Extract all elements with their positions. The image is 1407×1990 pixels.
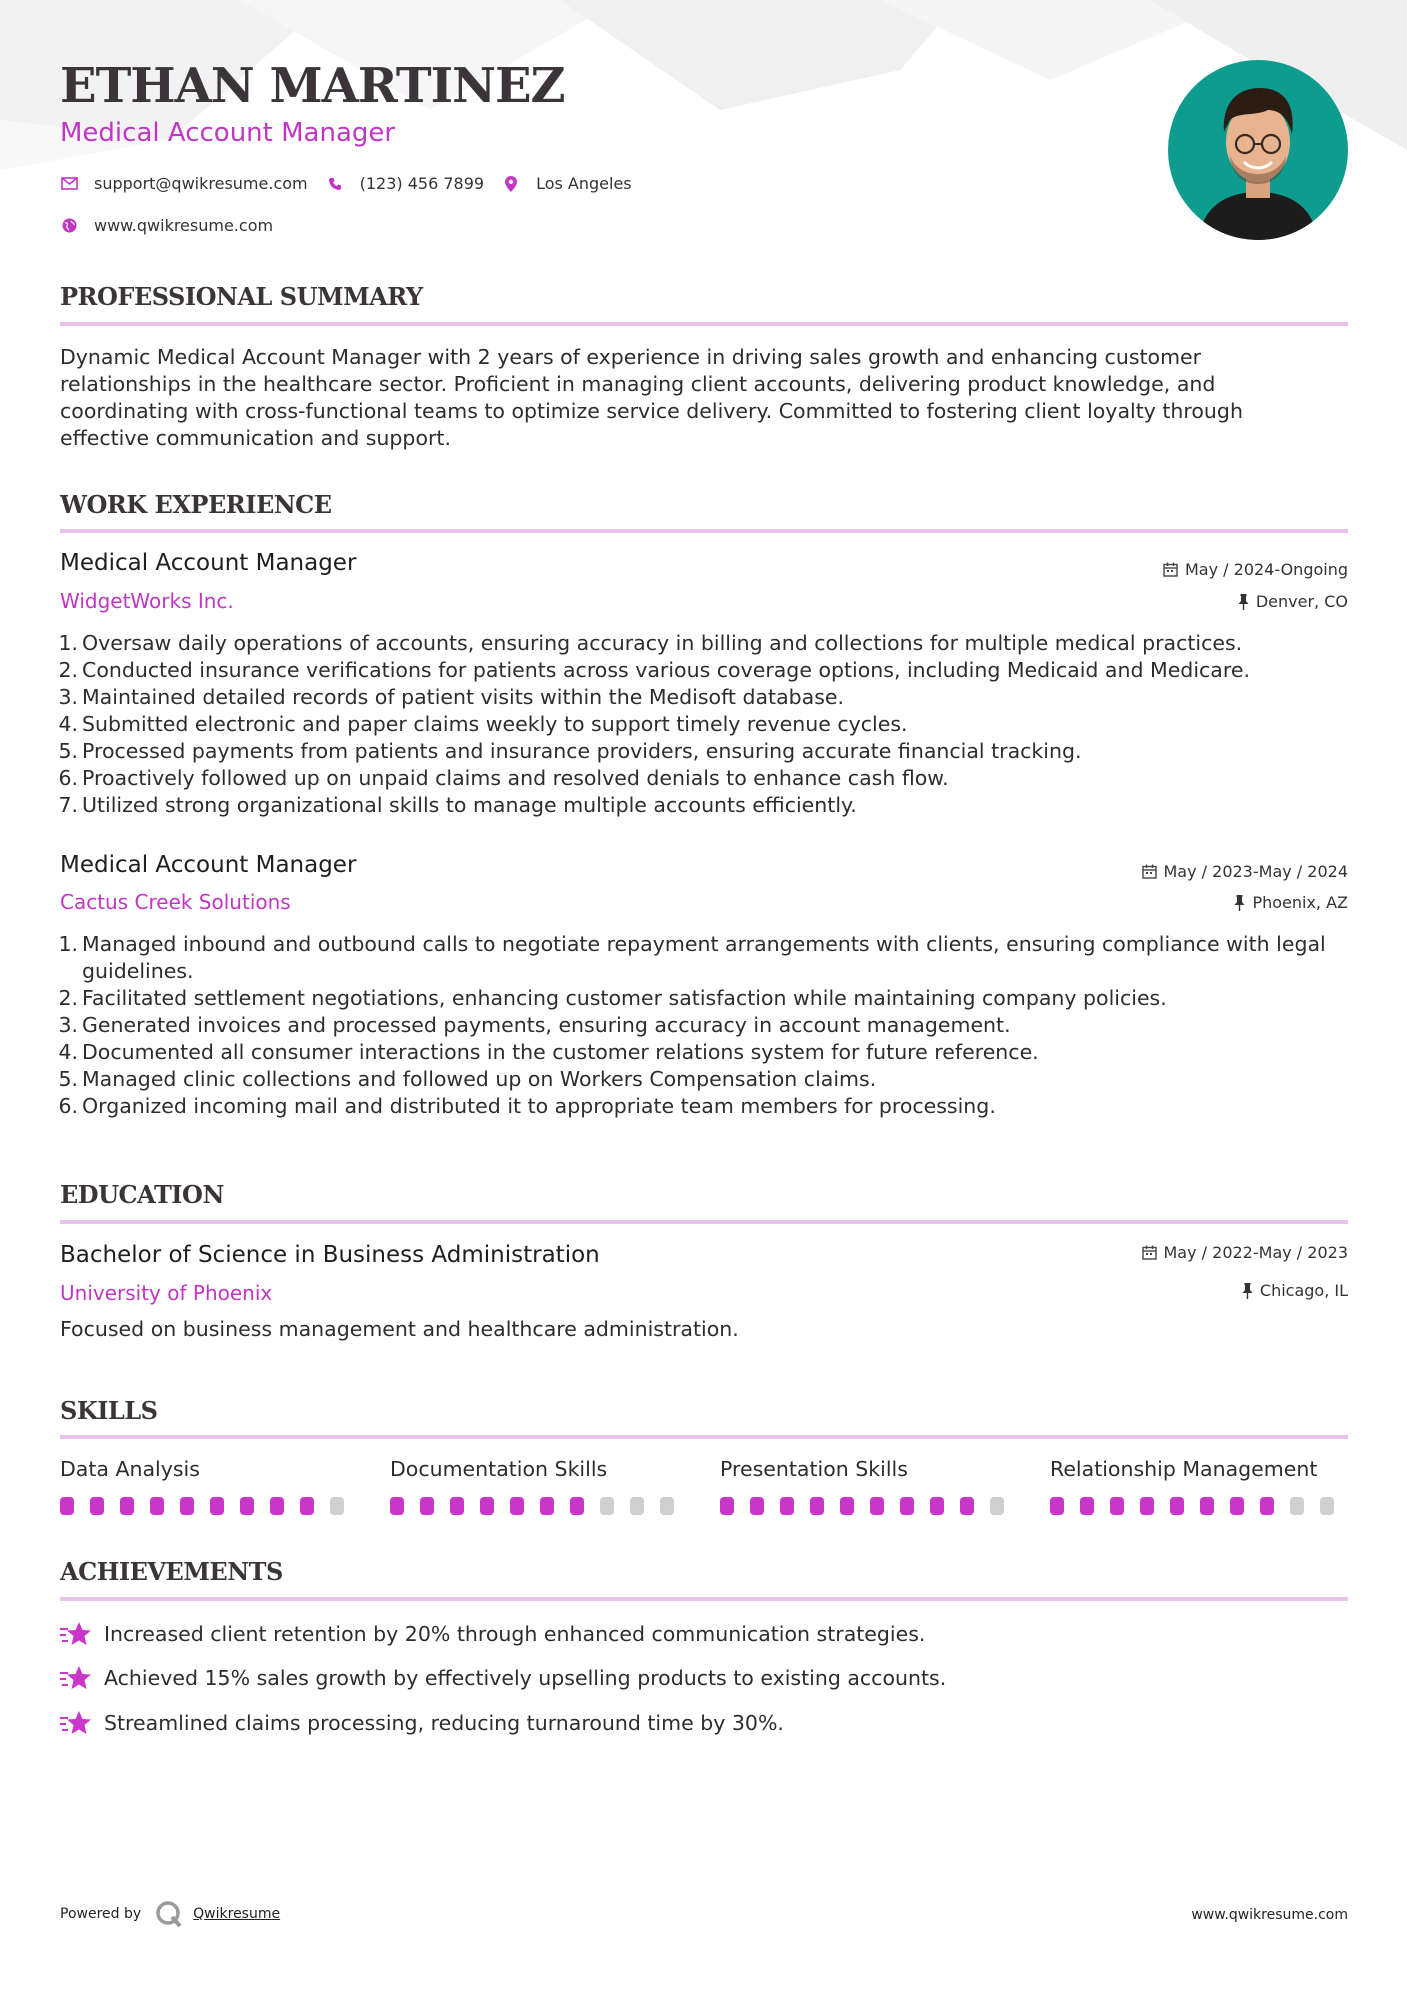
- star-icon: [60, 1620, 92, 1648]
- job-dates-text: May / 2023-May / 2024: [1163, 862, 1348, 881]
- calendar-icon: [1163, 562, 1178, 577]
- skill-dot-filled: [210, 1497, 224, 1515]
- bullet-item: [56, 1093, 1336, 1120]
- degree-title: Bachelor of Science in Business Administration: [60, 1242, 600, 1268]
- bullet-number: 5.: [58, 1067, 78, 1091]
- skill-name: Documentation Skills: [390, 1457, 608, 1481]
- job-location: [1238, 592, 1348, 611]
- bullet-text: Utilized strong organizational skills to manage multiple accounts efficiently.: [82, 793, 857, 817]
- skill-dot-empty: [630, 1497, 644, 1515]
- education-dates: [1142, 1243, 1349, 1262]
- bullet-text: Processed payments from patients and insurance providers, ensuring accurate financial tracking.: [82, 739, 1082, 763]
- bullet-number: 6.: [58, 766, 78, 790]
- section-divider: [60, 1597, 1348, 1601]
- skill-dot-empty: [660, 1497, 674, 1515]
- globe-icon: [60, 217, 78, 235]
- skill-dot-filled: [570, 1497, 584, 1515]
- section-title-summary: PROFESSIONAL SUMMARY: [60, 282, 423, 311]
- achievement-text: Streamlined claims processing, reducing turnaround time by 30%.: [104, 1711, 784, 1735]
- candidate-name: ETHAN MARTINEZ: [60, 58, 565, 114]
- bullet-number: 1.: [58, 631, 78, 655]
- pushpin-icon: [1238, 594, 1249, 610]
- bullet-number: 1.: [58, 932, 78, 956]
- pushpin-icon: [1242, 1283, 1253, 1299]
- bullet-item: [56, 931, 1336, 985]
- section-title-experience: WORK EXPERIENCE: [60, 490, 332, 519]
- bullet-item: [56, 657, 1336, 684]
- section-title-skills: SKILLS: [60, 1396, 158, 1425]
- bullet-item: [56, 1066, 1336, 1093]
- skill-level-meter: [720, 1497, 1020, 1515]
- education-dates-text: May / 2022-May / 2023: [1163, 1243, 1348, 1262]
- skill-dot-empty: [600, 1497, 614, 1515]
- skill-dot-filled: [450, 1497, 464, 1515]
- bullet-number: 4.: [58, 712, 78, 736]
- bullet-item: [56, 765, 1336, 792]
- skill-dot-empty: [1290, 1497, 1304, 1515]
- contact-email[interactable]: support@qwikresume.com: [94, 174, 308, 193]
- skill-dot-filled: [90, 1497, 104, 1515]
- education-location: [1242, 1281, 1348, 1300]
- skill-dot-filled: [810, 1497, 824, 1515]
- bullet-number: 3.: [58, 1013, 78, 1037]
- bullet-item: [56, 985, 1336, 1012]
- bullet-number: 6.: [58, 1094, 78, 1118]
- section-divider: [60, 1220, 1348, 1224]
- section-divider: [60, 1435, 1348, 1439]
- education-location-text: Chicago, IL: [1259, 1281, 1348, 1300]
- footer-website[interactable]: www.qwikresume.com: [1191, 1907, 1348, 1923]
- skill-dot-filled: [1110, 1497, 1124, 1515]
- star-icon: [60, 1664, 92, 1692]
- skill-dot-filled: [300, 1497, 314, 1515]
- job-bullets: [56, 931, 1336, 1120]
- bullet-number: 2.: [58, 658, 78, 682]
- skill-item: [720, 1457, 1020, 1515]
- bullet-text: Managed inbound and outbound calls to negotiate repayment arrangements with clients, ensuring compliance with legal guidelines.: [82, 932, 1326, 983]
- skill-dot-filled: [1170, 1497, 1184, 1515]
- school-name: University of Phoenix: [60, 1281, 273, 1305]
- bullet-item: [56, 711, 1336, 738]
- section-title-education: EDUCATION: [60, 1180, 224, 1209]
- skill-dot-filled: [1200, 1497, 1214, 1515]
- job-location-text: Phoenix, AZ: [1252, 893, 1348, 912]
- bullet-item: [56, 1039, 1336, 1066]
- skill-dot-filled: [840, 1497, 854, 1515]
- skill-dot-filled: [1140, 1497, 1154, 1515]
- bullet-item: [56, 630, 1336, 657]
- profile-photo: [1168, 60, 1348, 240]
- skill-name: Presentation Skills: [720, 1457, 908, 1481]
- powered-by-label: Powered by: [60, 1906, 142, 1922]
- skill-level-meter: [1050, 1497, 1350, 1515]
- bullet-number: 5.: [58, 739, 78, 763]
- bullet-item: [56, 738, 1336, 765]
- achievement-item: [60, 1709, 784, 1737]
- bullet-text: Conducted insurance verifications for patients across various coverage options, including Medicaid and Medicare.: [82, 658, 1250, 682]
- skill-name: Relationship Management: [1050, 1457, 1318, 1481]
- skill-dot-filled: [540, 1497, 554, 1515]
- achievement-item: [60, 1620, 925, 1648]
- skill-dot-filled: [870, 1497, 884, 1515]
- section-divider: [60, 322, 1348, 326]
- calendar-icon: [1142, 1245, 1157, 1260]
- bullet-text: Submitted electronic and paper claims weekly to support timely revenue cycles.: [82, 712, 908, 736]
- bullet-text: Facilitated settlement negotiations, enhancing customer satisfaction while maintaining company policies.: [82, 986, 1167, 1010]
- education-description: Focused on business management and healthcare administration.: [60, 1317, 739, 1341]
- skill-name: Data Analysis: [60, 1457, 200, 1481]
- skill-level-meter: [60, 1497, 360, 1515]
- bullet-number: 3.: [58, 685, 78, 709]
- footer-powered-by: [60, 1900, 280, 1928]
- qwikresume-logo-icon: [155, 1900, 183, 1928]
- company-name: Cactus Creek Solutions: [60, 890, 291, 914]
- job-dates-text: May / 2024-Ongoing: [1185, 560, 1348, 579]
- skill-dot-filled: [480, 1497, 494, 1515]
- job-bullets: [56, 630, 1336, 819]
- skill-dot-filled: [390, 1497, 404, 1515]
- skill-dot-empty: [990, 1497, 1004, 1515]
- skill-dot-filled: [270, 1497, 284, 1515]
- bullet-number: 4.: [58, 1040, 78, 1064]
- skill-dot-filled: [1050, 1497, 1064, 1515]
- bullet-text: Documented all consumer interactions in the customer relations system for future reference.: [82, 1040, 1039, 1064]
- bullet-text: Generated invoices and processed payments, ensuring accuracy in account management.: [82, 1013, 1011, 1037]
- contact-location: Los Angeles: [536, 174, 632, 193]
- skill-dot-filled: [750, 1497, 764, 1515]
- calendar-icon: [1142, 864, 1157, 879]
- skill-dot-filled: [960, 1497, 974, 1515]
- job-location-text: Denver, CO: [1255, 592, 1348, 611]
- skill-dot-filled: [60, 1497, 74, 1515]
- skill-dot-filled: [240, 1497, 254, 1515]
- job-dates: [1142, 862, 1349, 881]
- bullet-text: Managed clinic collections and followed up on Workers Compensation claims.: [82, 1067, 877, 1091]
- skill-dot-filled: [1260, 1497, 1274, 1515]
- achievement-text: Increased client retention by 20% through enhanced communication strategies.: [104, 1622, 926, 1646]
- skill-dot-filled: [510, 1497, 524, 1515]
- summary-text: Dynamic Medical Account Manager with 2 years of experience in driving sales growth and enhancing customer relationships in the healthcare sector. Proficient in managing client accounts, delivering product knowledge, and coordinating with cross-functional teams to optimize service delivery. Committed to fostering client loyalty through effective communication and support.: [60, 345, 1243, 450]
- star-icon: [60, 1709, 92, 1737]
- pushpin-icon: [1234, 895, 1245, 911]
- job-dates: [1163, 560, 1348, 579]
- bullet-number: 7.: [58, 793, 78, 817]
- skill-item: [60, 1457, 360, 1515]
- bullet-item: [56, 684, 1336, 711]
- bullet-item: [56, 792, 1336, 819]
- job-title: Medical Account Manager: [60, 852, 357, 878]
- skill-dot-filled: [150, 1497, 164, 1515]
- skill-dot-filled: [420, 1497, 434, 1515]
- section-divider: [60, 529, 1348, 533]
- contact-phone[interactable]: (123) 456 7899: [359, 174, 485, 193]
- skill-dot-filled: [900, 1497, 914, 1515]
- skill-level-meter: [390, 1497, 690, 1515]
- section-title-achievements: ACHIEVEMENTS: [60, 1557, 283, 1586]
- skill-dot-empty: [330, 1497, 344, 1515]
- job-location: [1234, 893, 1348, 912]
- contact-website[interactable]: www.qwikresume.com: [94, 216, 274, 235]
- skill-dot-filled: [1230, 1497, 1244, 1515]
- skill-dot-filled: [1080, 1497, 1094, 1515]
- skill-dot-filled: [120, 1497, 134, 1515]
- bullet-text: Organized incoming mail and distributed it to appropriate team members for processing.: [82, 1094, 996, 1118]
- bullet-item: [56, 1012, 1336, 1039]
- phone-icon: [326, 175, 344, 193]
- skill-dot-filled: [720, 1497, 734, 1515]
- bullet-number: 2.: [58, 986, 78, 1010]
- company-name: WidgetWorks Inc.: [60, 589, 234, 613]
- skill-dot-filled: [180, 1497, 194, 1515]
- skill-dot-filled: [780, 1497, 794, 1515]
- bullet-text: Maintained detailed records of patient visits within the Medisoft database.: [82, 685, 845, 709]
- skill-item: [390, 1457, 690, 1515]
- skill-item: [1050, 1457, 1350, 1515]
- achievement-item: [60, 1664, 946, 1692]
- skill-dot-filled: [930, 1497, 944, 1515]
- bullet-text: Proactively followed up on unpaid claims and resolved denials to enhance cash flow.: [82, 766, 949, 790]
- envelope-icon: [60, 175, 78, 193]
- map-pin-icon: [502, 175, 520, 193]
- achievement-text: Achieved 15% sales growth by effectively upselling products to existing accounts.: [104, 1666, 947, 1690]
- job-title: Medical Account Manager: [60, 550, 357, 576]
- contact-row-primary: [60, 174, 650, 193]
- skill-dot-empty: [1320, 1497, 1334, 1515]
- bullet-text: Oversaw daily operations of accounts, ensuring accuracy in billing and collections for multiple medical practices.: [82, 631, 1243, 655]
- qwikresume-link[interactable]: Qwikresume: [193, 1906, 281, 1922]
- candidate-role: Medical Account Manager: [60, 118, 396, 148]
- contact-row-secondary: [60, 216, 291, 235]
